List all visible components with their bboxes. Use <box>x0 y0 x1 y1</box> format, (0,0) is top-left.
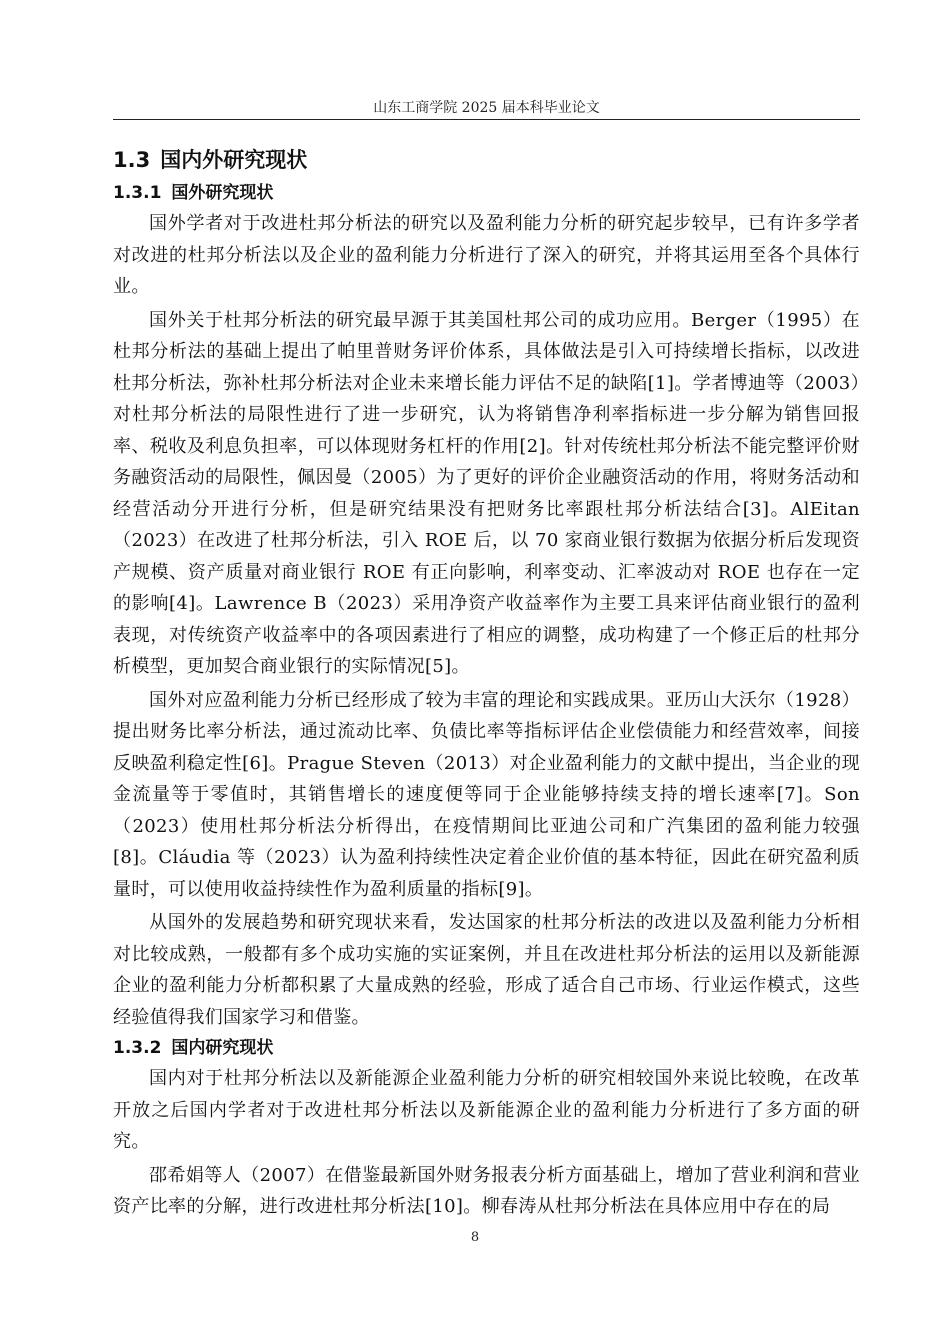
subsection-number: 1.3.2 <box>113 1038 162 1058</box>
section-title: 国内外研究现状 <box>160 148 308 172</box>
section-heading <box>113 146 860 174</box>
paragraph: 国外对应盈利能力分析已经形成了较为丰富的理论和实践成果。亚历山大沃尔（1928）提出财务比率分析法，通过流动比率、负债比率等指标评估企业偿债能力和经营效率，间接反映盈利稳定性[6]。Prague Steven（2013）对企业盈利能力的文献中提出，当企业的现金流量等于零值时，其销售增长的速度便等同于企业能够持续支持的增长速率[7]。Son（2023）使用杜邦分析法分析得出，在疫情期间比亚迪公司和广汽集团的盈利能力较强[8]。Cláudia 等（2023）认为盈利持续性决定着企业价值的基本特征，因此在研究盈利质量时，可以使用收益持续性作为盈利质量的指标[9]。 <box>113 689 860 900</box>
section-number: 1.3 <box>113 148 151 172</box>
subsection-title: 国内研究现状 <box>171 1038 274 1058</box>
subsection-title: 国外研究现状 <box>171 183 274 203</box>
paragraph: 国外学者对于改进杜邦分析法的研究以及盈利能力分析的研究起步较早，已有许多学者对改进的杜邦分析法以及企业的盈利能力分析进行了深入的研究，并将其运用至各个具体行业。 <box>113 213 860 297</box>
running-header: 山东工商学院 2025 届本科毕业论文 <box>373 100 600 116</box>
subsection-heading-foreign <box>113 180 860 206</box>
header-rule <box>113 119 860 120</box>
page-body <box>113 140 860 1225</box>
paragraph: 从国外的发展趋势和研究现状来看，发达国家的杜邦分析法的改进以及盈利能力分析相对比较成熟，一般都有多个成功实施的实证案例，并且在改进杜邦分析法的运用以及新能源企业的盈利能力分析都积累了大量成熟的经验，形成了适合自己市场、行业运作模式，这些经验值得我们国家学习和借鉴。 <box>113 912 860 1028</box>
paragraph: 国内对于杜邦分析法以及新能源企业盈利能力分析的研究相较国外来说比较晚，在改革开放之后国内学者对于改进杜邦分析法以及新能源企业的盈利能力分析进行了多方面的研究。 <box>113 1068 860 1152</box>
paragraph: 邵希娟等人（2007）在借鉴最新国外财务报表分析方面基础上，增加了营业利润和营业资产比率的分解，进行改进杜邦分析法[10]。柳春涛从杜邦分析法在具体应用中存在的局 <box>113 1164 860 1217</box>
subsection-number: 1.3.1 <box>113 183 162 203</box>
page-number: 8 <box>470 1230 480 1245</box>
subsection-heading-domestic <box>113 1035 860 1061</box>
paragraph: 国外关于杜邦分析法的研究最早源于其美国杜邦公司的成功应用。Berger（1995）在杜邦分析法的基础上提出了帕里普财务评价体系，具体做法是引入可持续增长指标，以改进杜邦分析法，弥补杜邦分析法对企业未来增长能力评估不足的缺陷[1]。学者博迪等（2003）对杜邦分析法的局限性进行了进一步研究，认为将销售净利率指标进一步分解为销售回报率、税收及利息负担率，可以体现财务杠杆的作用[2]。针对传统杜邦分析法不能完整评价财务融资活动的局限性，佩因曼（2005）为了更好的评价企业融资活动的作用，将财务活动和经营活动分开进行分析，但是研究结果没有把财务比率跟杜邦分析法结合[3]。AlEitan（2023）在改进了杜邦分析法，引入 ROE 后，以 70 家商业银行数据为依据分析后发现资产规模、资产质量对商业银行 ROE 有正向影响，利率变动、汇率波动对 ROE 也存在一定的影响[4]。Lawrence B（2023）采用净资产收益率作为主要工具来评估商业银行的盈利表现，对传统资产收益率中的各项因素进行了相应的调整，成功构建了一个修正后的杜邦分析模型，更加契合商业银行的实际情况[5]。 <box>113 309 860 677</box>
